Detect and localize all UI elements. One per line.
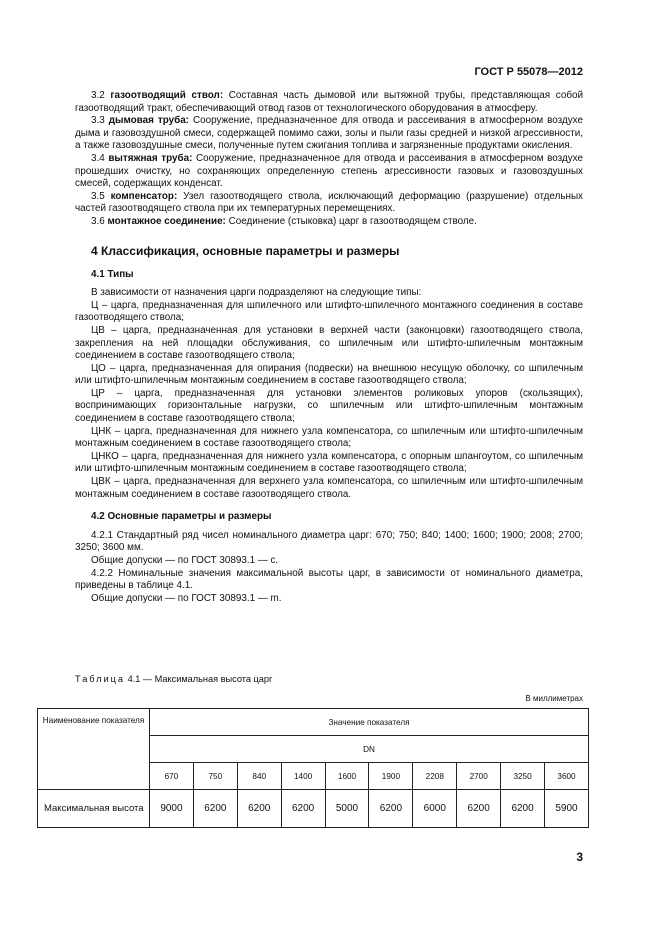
paragraph-4-2-1: 4.2.1 Стандартный ряд чисел номинального диаметра царг: 670; 750; 840; 1400; 1600; 1900; 2008; 2700; 3250; 3600 мм. — [75, 529, 583, 554]
type-item: ЦНК – царга, предназначенная для нижнего узла компенсатора, со шпилечным или штифто-шпилечным монтажным соединением в составе газоотводящего ствола; — [75, 425, 583, 450]
max-height-table — [37, 708, 589, 828]
tolerance-note: Общие допуски — по ГОСТ 30893.1 — с. — [91, 555, 279, 566]
value-header: Значение показателя — [150, 709, 589, 736]
subsection-heading: 4.2 Основные параметры и размеры — [91, 511, 272, 523]
definition-number: 3.5 — [91, 190, 105, 202]
value-cell: 6200 — [237, 790, 281, 828]
definition-number: 3.2 — [91, 90, 105, 101]
definition — [75, 115, 583, 153]
dn-cell: 750 — [193, 763, 237, 790]
definition-term: газоотводящий ствол: — [110, 90, 224, 101]
subsection-heading: 4.1 Типы — [91, 268, 134, 280]
type-item: ЦР – царга, предназначенная для установки элементов роликовых упоров (скользящих), воспринимающих горизонтальные нагрузки, со шпилечным или штифто-шпилечным монтажным соединением в составе газоотводящего ствола; — [75, 387, 583, 425]
dn-cell: 3250 — [501, 763, 545, 790]
value-cell: 6200 — [369, 790, 413, 828]
table-caption-text: 4.1 — Максимальная высота царг — [125, 674, 273, 684]
row-label: Максимальная высота — [38, 790, 150, 828]
definition — [75, 90, 583, 115]
dn-cell: 1600 — [325, 763, 369, 790]
definition-term: вытяжная труба: — [108, 152, 193, 164]
dn-cell: 1400 — [281, 763, 325, 790]
definition-text: Соединение (стыковка) царг в газоотводящем стволе. — [228, 215, 477, 227]
type-item: ЦО – царга, предназначенная для опирания (подвески) на внешнюю несущую оболочку, со шпилечным или штифто-шпилечным монтажным соединением в составе газоотводящего ствола; — [75, 362, 583, 387]
value-cell: 5000 — [325, 790, 369, 828]
value-cell: 6200 — [501, 790, 545, 828]
definition — [75, 191, 583, 216]
definition-term: монтажное соединение: — [107, 215, 226, 227]
definition-text: Сооружение, предназначенное для отвода и рассеивания в атмосферном воздухе дыма и газовоздушной смеси, содержащей помимо сажи, золы и пыли газы средней и низкой агрессивности, а также газовоздушные смеси, полученные путем сжигания топлива и загрязненные продуктами окисления. — [75, 115, 584, 152]
dn-cell: 3600 — [545, 763, 589, 790]
definition — [75, 153, 583, 191]
definitions-list — [75, 90, 583, 229]
section-heading: 4 Классификация, основные параметры и размеры — [91, 243, 400, 258]
type-item: ЦВК – царга, предназначенная для верхнего узла компенсатора, со шпилечным или штифто-шпилечным монтажным соединением в составе газоотводящего ствола. — [75, 476, 583, 500]
name-header: Наименование показателя — [38, 709, 150, 790]
document-id: ГОСТ Р 55078—2012 — [474, 66, 583, 78]
definition-text: Сооружение, предназначенное для отвода и рассеивания в атмосферном воздухе прошедших очистку, но сохраняющих определенную степень агрессивности газовых и газовоздушных смесей, содержащих конденсат. — [75, 152, 583, 190]
page-number: 3 — [576, 850, 583, 864]
dn-cell: 1900 — [369, 763, 413, 790]
table-caption — [75, 674, 272, 684]
value-cell: 6200 — [281, 790, 325, 828]
definition — [75, 216, 583, 229]
definition-text: Составная часть дымовой или вытяжной трубы, представляющая собой газоотводящий тракт, обеспечивающий отвод газов от технологического оборудования в атмосферу. — [75, 90, 584, 114]
value-cell: 6200 — [457, 790, 501, 828]
definition-term: компенсатор: — [110, 190, 178, 202]
table-caption-prefix: Таблица — [75, 674, 126, 684]
type-item: ЦНКО – царга, предназначенная для нижнего узла компенсатора, с опорным шпангоутом, со шпилечным или штифто-шпилечным монтажным соединением в составе газоотводящего ствола; — [75, 450, 583, 475]
table-header-row — [38, 709, 589, 736]
value-cell: 9000 — [150, 790, 194, 828]
table-row — [38, 790, 589, 828]
paragraph-4-2-2: 4.2.2 Номинальные значения максимальной высоты царг, в зависимости от номинального диаметра, приведены в таблице 4.1. — [75, 567, 583, 592]
definition-text: Узел газоотводящего ствола, исключающий деформацию (разрушение) отдельных частей газоотводящего ствола при их температурных перемещениях. — [75, 190, 583, 215]
type-item: ЦВ – царга, предназначенная для установки в верхней части (законцовки) газоотводящего ствола, закрепления на ней площадки обслуживания, со шпилечным или штифто-шпилечным монтажным соединением в составе газоотводящего ствола; — [75, 324, 583, 362]
dn-header: DN — [150, 736, 589, 763]
value-cell: 6200 — [193, 790, 237, 828]
definition-number: 3.4 — [91, 152, 105, 164]
definition-term: дымовая труба: — [108, 115, 189, 127]
dn-cell: 2208 — [413, 763, 457, 790]
value-cell: 6000 — [413, 790, 457, 828]
types-intro: В зависимости от назначения царги подразделяют на следующие типы: — [91, 287, 422, 299]
body-text — [75, 90, 583, 605]
dn-cell: 2700 — [457, 763, 501, 790]
definition-number: 3.6 — [91, 215, 105, 227]
type-item: Ц – царга, предназначенная для шпилечного или штифто-шпилечного монтажного соединения в составе газоотводящего ствола; — [75, 299, 583, 324]
dn-cell: 840 — [237, 763, 281, 790]
definition-number: 3.3 — [91, 115, 105, 127]
table-units: В миллиметрах — [525, 694, 583, 703]
tolerance-note: Общие допуски — по ГОСТ 30893.1 — m. — [91, 592, 282, 604]
value-cell: 5900 — [545, 790, 589, 828]
dn-cell: 670 — [150, 763, 194, 790]
